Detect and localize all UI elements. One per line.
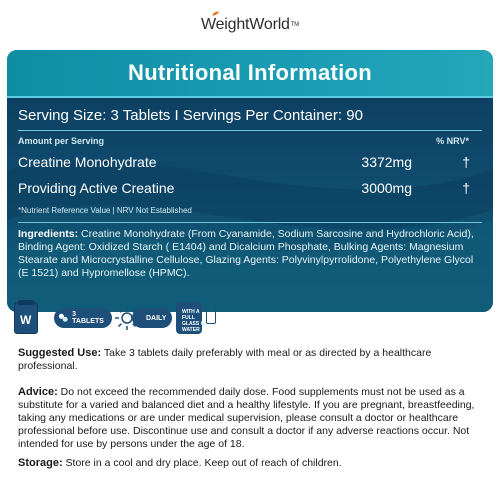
advice-label: Advice: xyxy=(18,386,58,398)
nrv-footnote: *Nutrient Reference Value | NRV Not Established xyxy=(18,206,192,215)
storage-section xyxy=(18,457,488,470)
nutrient-nrv: † xyxy=(462,180,470,196)
amount-per-serving-label: Amount per Serving xyxy=(18,136,105,146)
panel-title: Nutritional Information xyxy=(128,60,372,85)
tablet-icon xyxy=(58,312,68,324)
brand-name: WeightWorld xyxy=(200,16,290,33)
serving-info: Serving Size: 3 Tablets I Servings Per Container: 90 xyxy=(18,107,363,124)
trademark: TM xyxy=(290,22,300,28)
nutrient-row xyxy=(18,180,482,202)
water-label: WITH A FULL GLASS OF WATER xyxy=(182,309,208,333)
daily-badge xyxy=(132,308,172,328)
nrv-column-label: % NRV* xyxy=(436,136,469,146)
brand-header xyxy=(0,16,500,40)
ingredients-text xyxy=(18,228,482,280)
bottle-cap xyxy=(18,300,34,305)
nutrition-panel xyxy=(7,50,493,312)
bottle-icon xyxy=(14,302,38,334)
ingredients-list: Creatine Monohydrate (From Cyanamide, Sodium Sarcosine and Hydrochloric Acid), Binding Agent: Oxidized Starch ( E1404) and Dicalcium Phosphate, Bulking Agents: Magnesium Stearate and Microcrystalline Cellulose, Glazing Agents: Polyvinylpyrrolidone, Polyethylene Glycol (E 1521) and Hypromellose (HPMC). xyxy=(18,228,474,279)
nutrient-nrv: † xyxy=(462,154,470,170)
glass-icon xyxy=(206,308,216,324)
brand-logo xyxy=(201,16,299,34)
nutrient-amount: 3000mg xyxy=(361,180,412,196)
nutrient-name: Creatine Monohydrate xyxy=(18,154,157,170)
storage-label: Storage: xyxy=(18,457,63,469)
usage-icons xyxy=(14,302,214,334)
suggested-use-section xyxy=(18,347,488,373)
suggested-use-text: Take 3 tablets daily preferably with meal or as directed by a healthcare professional. xyxy=(18,347,432,372)
bottle-letter: W xyxy=(20,313,32,327)
tablets-badge xyxy=(54,308,112,328)
suggested-use-label: Suggested Use: xyxy=(18,347,102,359)
tablets-label: 3 TABLETS xyxy=(72,311,104,325)
advice-section xyxy=(18,386,488,451)
storage-text: Store in a cool and dry place. Keep out of reach of children. xyxy=(65,457,342,469)
title-bar xyxy=(7,50,493,98)
advice-text: Do not exceed the recommended daily dose. Food supplements must not be used as a substitute for a varied and balanced diet and a healthy lifestyle. If you are pregnant, breastfeeding, taking any medications or are under medical supervision, please consult a doctor or healthcare professional before use. Discontinue use and consult a doctor if any adverse reactions occur. Not intended for use by persons under the age of 18. xyxy=(18,386,475,450)
nutrient-name: Providing Active Creatine xyxy=(18,180,175,196)
daily-label: DAILY xyxy=(146,314,167,322)
nutrient-row xyxy=(18,154,482,176)
divider xyxy=(18,222,482,223)
ingredients-label: Ingredients: xyxy=(18,228,79,240)
nutrient-amount: 3372mg xyxy=(361,154,412,170)
divider xyxy=(18,130,482,131)
leaf-icon xyxy=(212,11,219,16)
